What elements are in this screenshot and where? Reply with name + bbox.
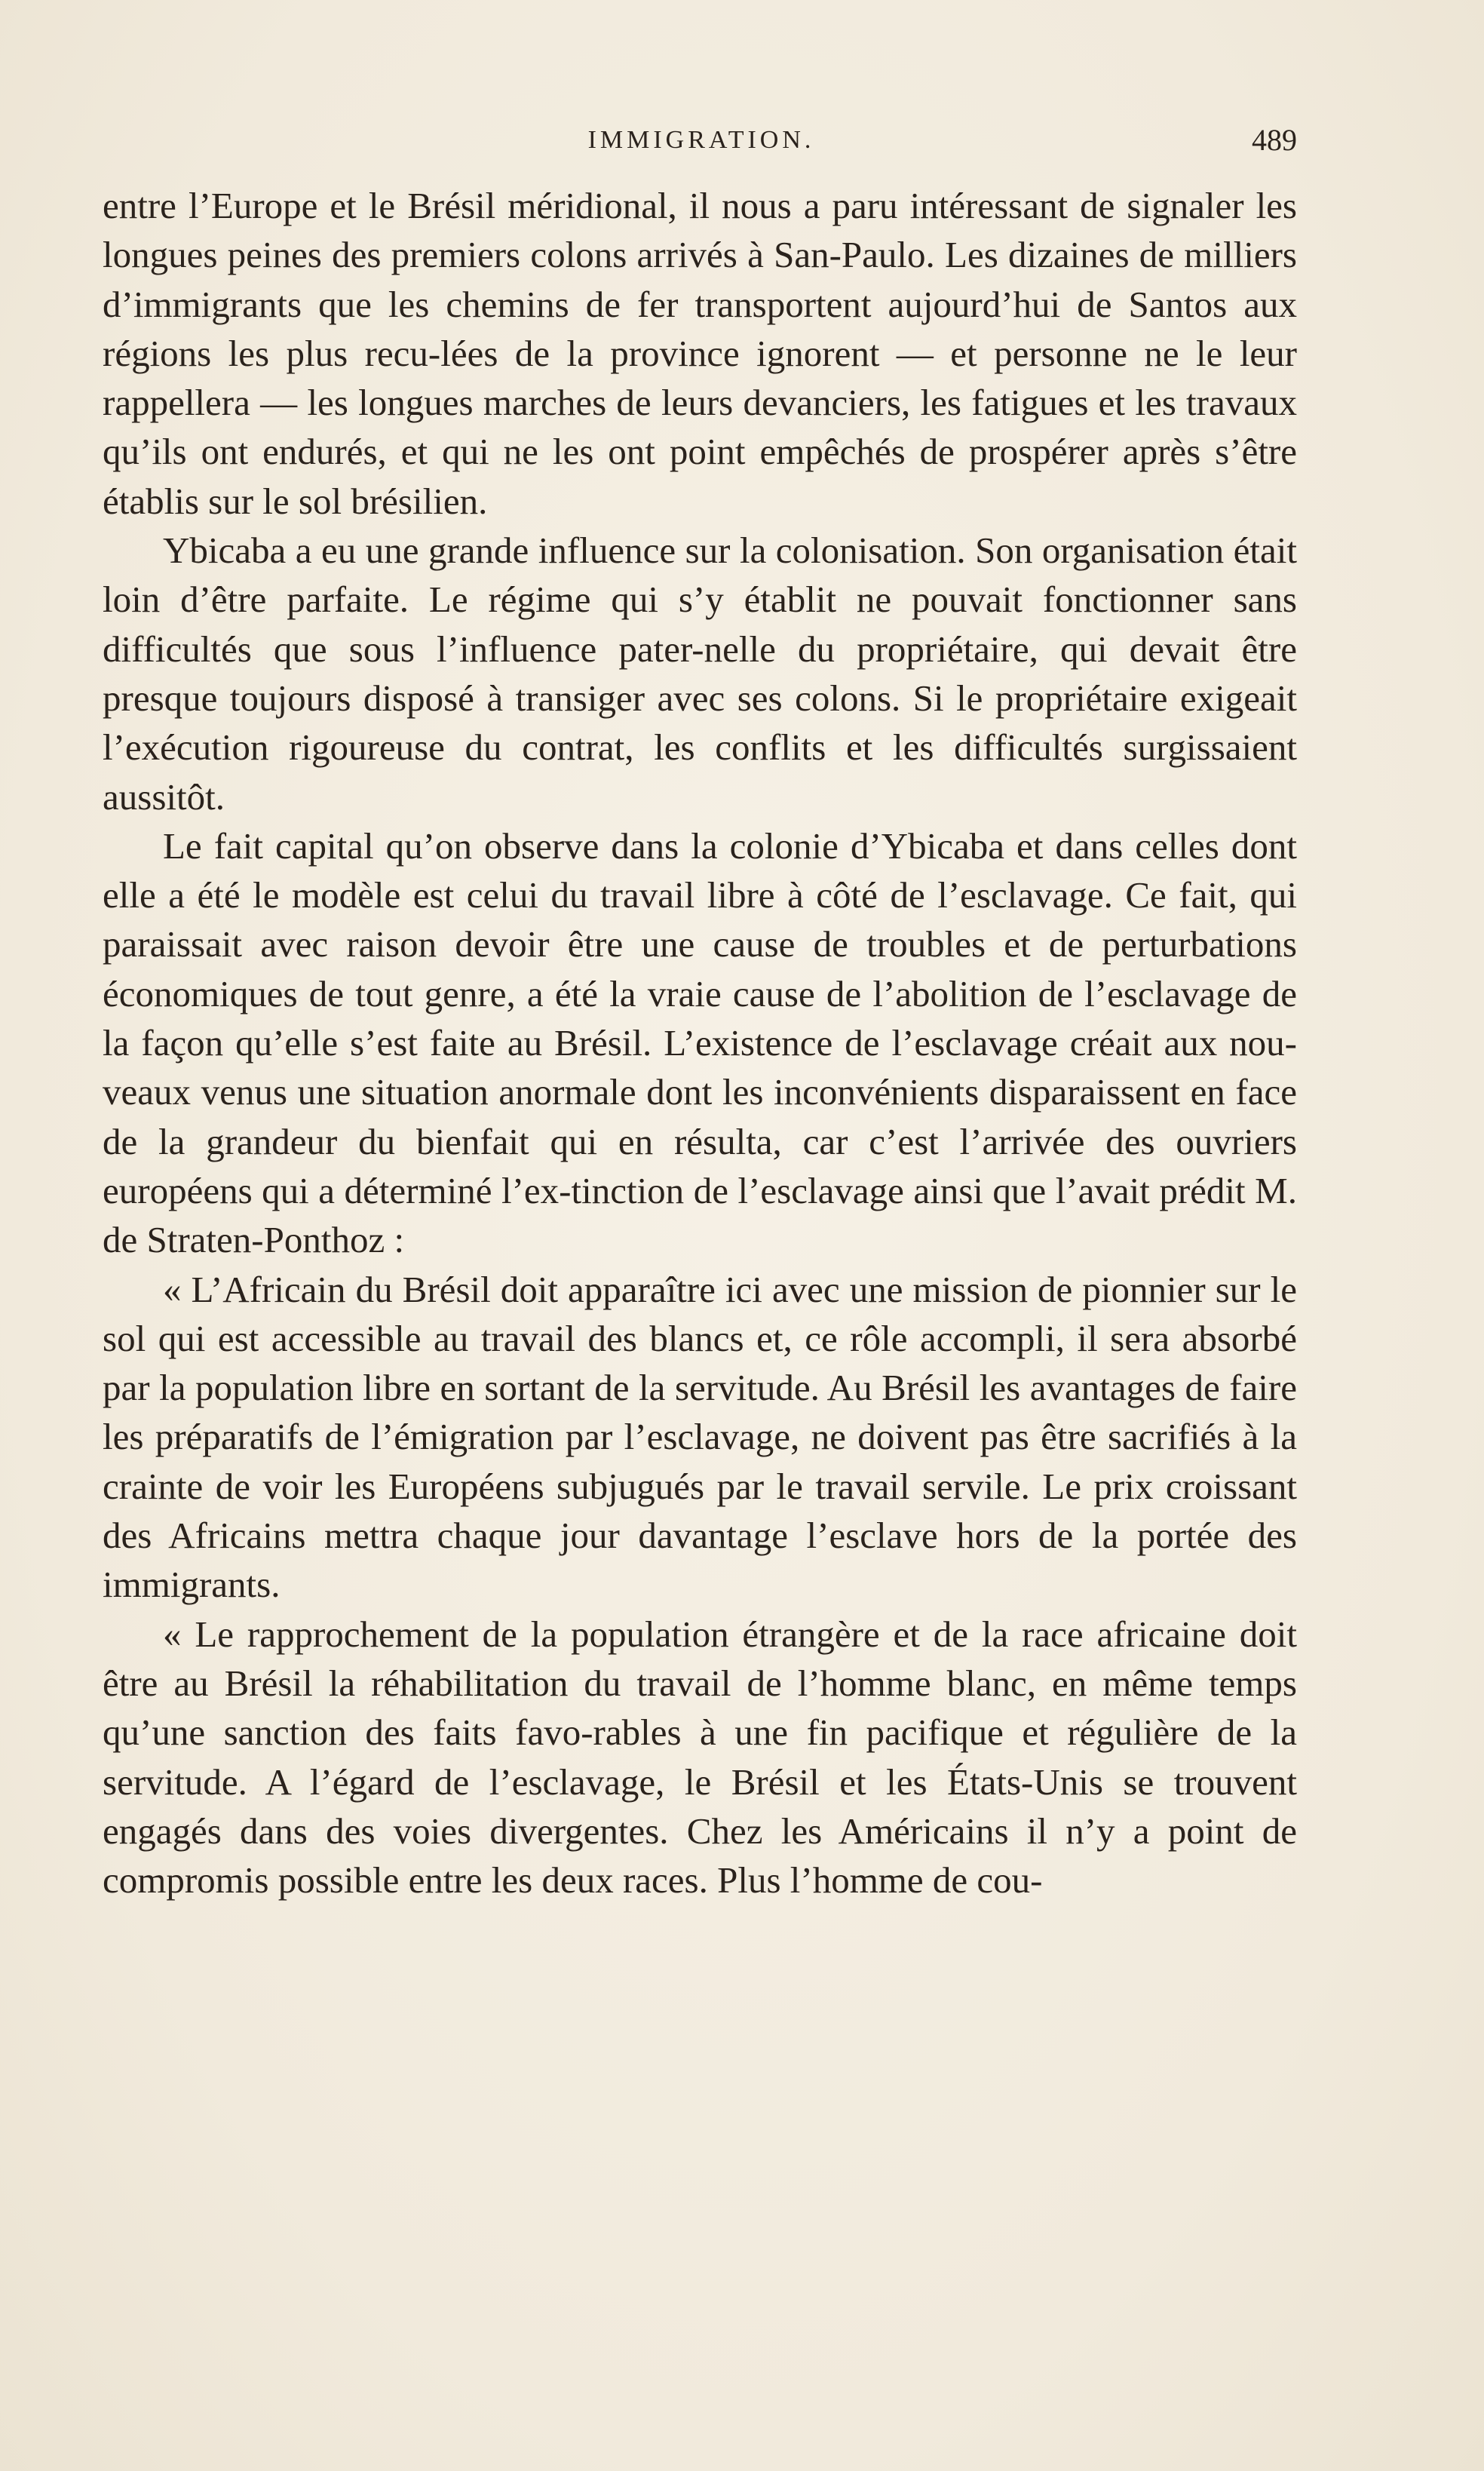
body-text [103,181,1297,1905]
paragraph-continuation: entre l’Europe et le Brésil méridional, il nous a paru intéressant de signaler les longues peines des premiers colons arrivés à San-Paulo. Les dizaines de milliers d’immigrants que les chemins de fer transportent aujourd’hui de Santos aux régions les plus recu-lées de la province ignorent — et personne ne le leur rappellera — les longues marches de leurs devanciers, les fatigues et les travaux qu’ils ont endurés, et qui ne les ont point empêchés de prospérer après s’être établis sur le sol brésilien. [103,185,1297,522]
page-header [106,118,1297,163]
page-number: 489 [1252,123,1297,157]
quote-paragraph-rapprochement: « Le rapprochement de la population étrangère et de la race africaine doit être au Brésil la réhabilitation du travail de l’homme blanc, en même temps qu’une sanction des faits favo-rables à une fin pacifique et régulière de la servitude. A l’égard de l’esclavage, le Brésil et les États-Unis se trouvent engagés dans des voies divergentes. Chez les Américains il n’y a point de compromis possible entre les deux races. Plus l’homme de cou- [103,1613,1297,1902]
paragraph-free-labor: Le fait capital qu’on observe dans la colonie d’Ybicaba et dans celles dont elle a été le modèle est celui du travail libre à côté de l’esclavage. Ce fait, qui paraissait avec raison devoir être une cause de troubles et de perturbations économiques de tout genre, a été la vraie cause de l’abolition de l’esclavage de la façon qu’elle s’est faite au Brésil. L’existence de l’esclavage créait aux nou-veaux venus une situation anormale dont les inconvénients disparaissent en face de la grandeur du bienfait qui en résulta, car c’est l’arrivée des ouvriers européens qui a déterminé l’ex-tinction de l’esclavage ainsi que l’avait prédit M. de Straten-Ponthoz : [103,824,1297,1261]
running-title: IMMIGRATION. [587,126,815,154]
paragraph-ybicaba-influence: Ybicaba a eu une grande influence sur la colonisation. Son organisation était loin d’être parfaite. Le régime qui s’y établit ne pouvait fonctionner sans difficultés que sous l’influence pater-nelle du propriétaire, qui devait être presque toujours disposé à transiger avec ses colons. Si le propriétaire exigeait l’exécution rigoureuse du contrat, les conflits et les difficultés surgissaient aussitôt. [103,530,1297,818]
quote-paragraph-africain: « L’Africain du Brésil doit apparaître ici avec une mission de pionnier sur le sol qui est accessible au travail des blancs et, ce rôle accompli, il sera absorbé par la population libre en sortant de la servitude. Au Brésil les avantages de faire les préparatifs de l’émigration par l’esclavage, ne doivent pas être sacrifiés à la crainte de voir les Européens subjugués par le travail servile. Le prix croissant des Africains mettra chaque jour davantage l’esclave hors de la portée des immigrants. [103,1268,1297,1606]
